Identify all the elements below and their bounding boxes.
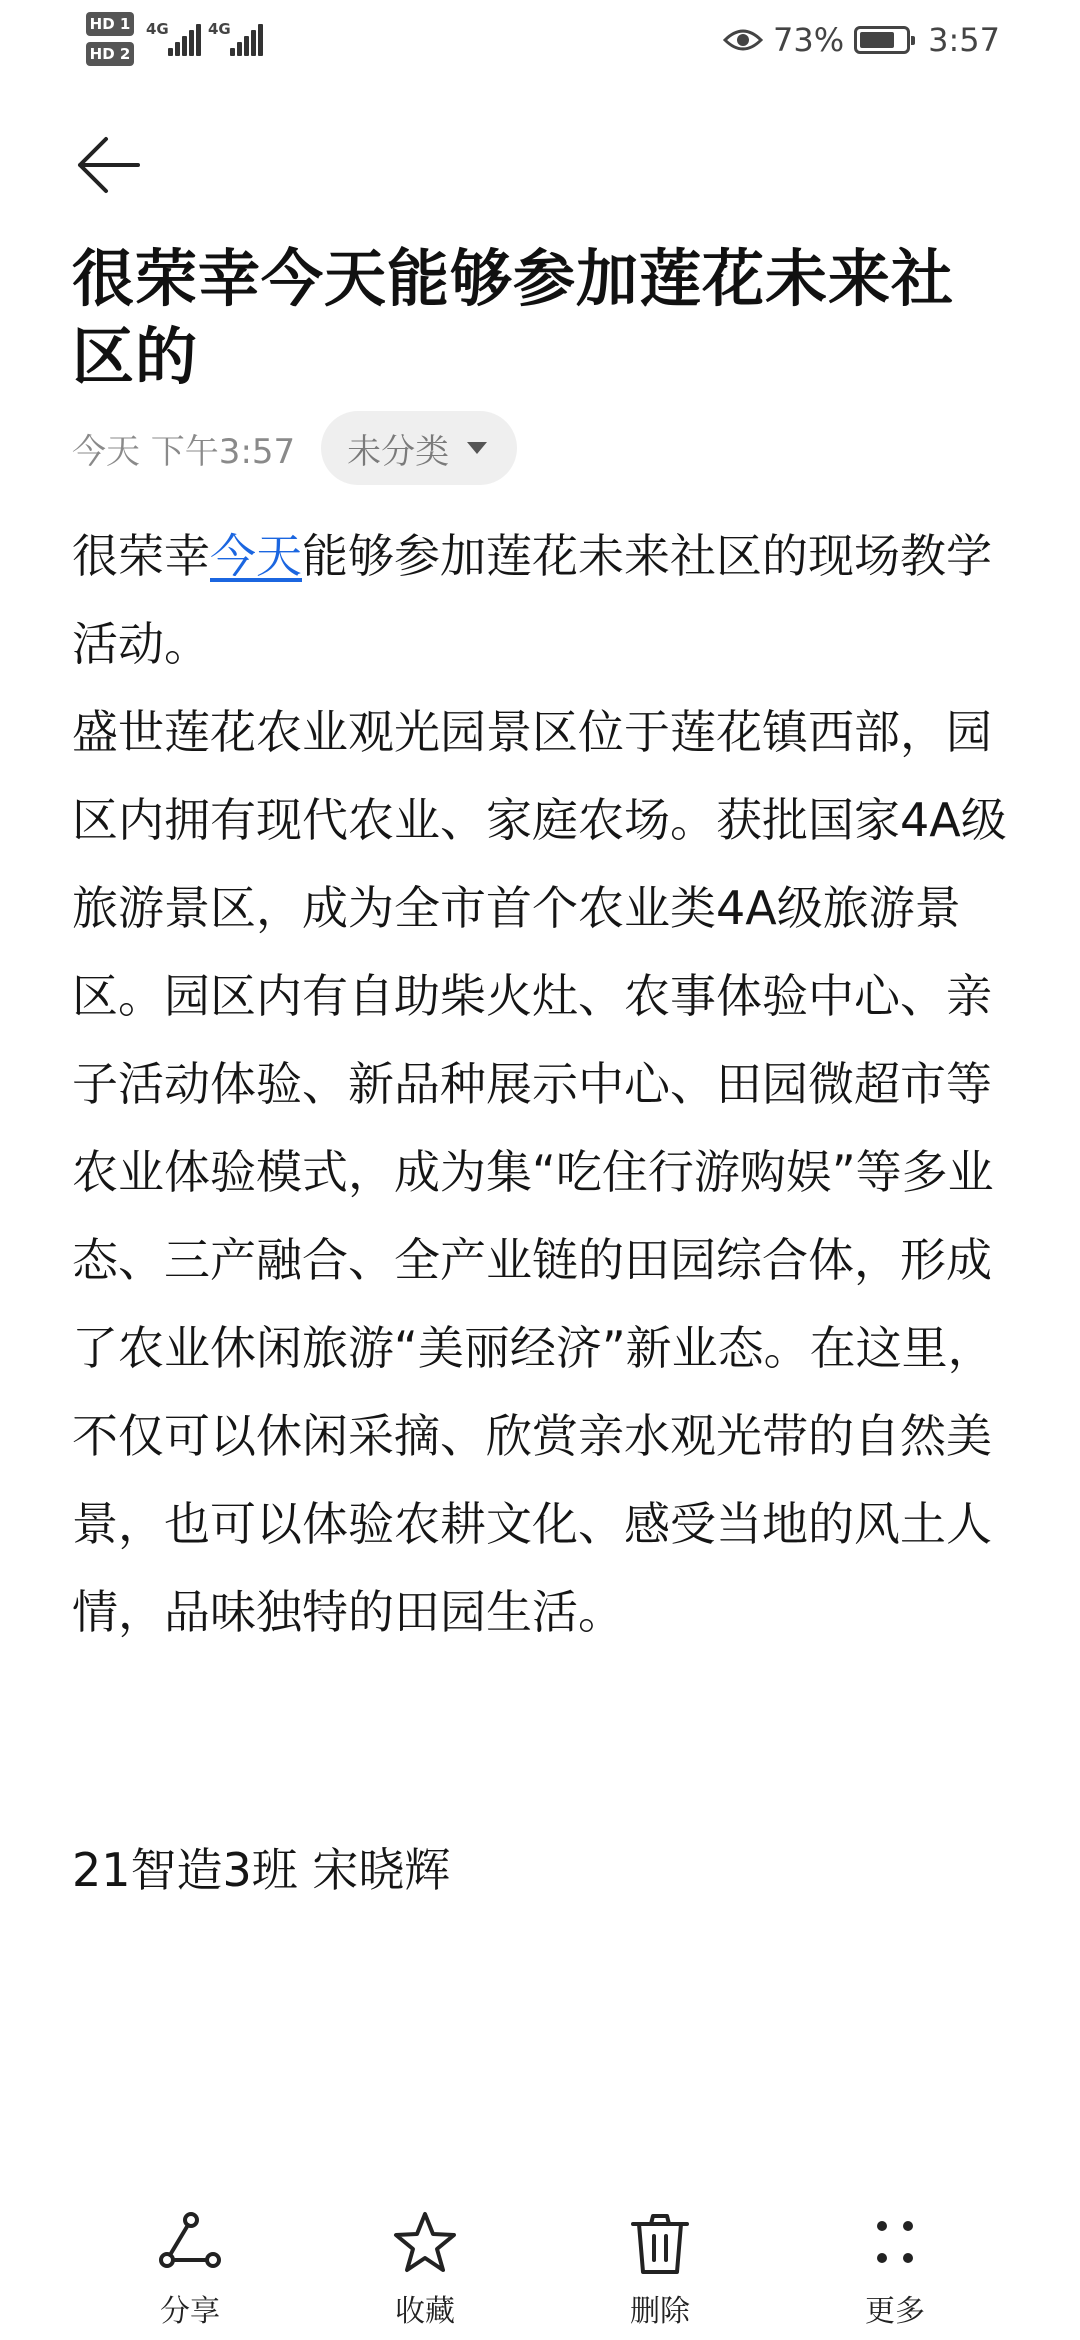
share-label: 分享 bbox=[160, 2294, 220, 2329]
date-link[interactable]: 今天 bbox=[210, 529, 302, 583]
favorite-button[interactable] bbox=[345, 2208, 505, 2330]
sim-indicators bbox=[86, 12, 134, 72]
network-type-1: 4G bbox=[146, 20, 169, 38]
arrow-left-icon bbox=[76, 135, 142, 195]
note-signature: 21智造3班 宋晓辉 bbox=[72, 1843, 451, 1897]
category-dropdown[interactable] bbox=[321, 411, 517, 485]
body-text: 很荣幸 bbox=[72, 529, 210, 583]
category-label: 未分类 bbox=[347, 431, 450, 472]
signal-bars-2 bbox=[230, 24, 264, 56]
delete-label: 删除 bbox=[630, 2294, 690, 2329]
status-bar bbox=[0, 0, 1080, 80]
note-title[interactable]: 很荣幸今天能够参加莲花未来社区的 bbox=[72, 242, 955, 393]
sim1-hd-badge: HD 1 bbox=[86, 12, 134, 36]
eye-icon bbox=[723, 26, 763, 54]
star-icon bbox=[390, 2208, 460, 2278]
more-button[interactable] bbox=[815, 2208, 975, 2330]
more-label: 更多 bbox=[865, 2294, 925, 2329]
note-meta bbox=[72, 410, 517, 486]
body-paragraph-1 bbox=[72, 512, 1020, 688]
favorite-label: 收藏 bbox=[395, 2294, 455, 2329]
body-text: 能够参加莲花未来社区的现场教学活动。 bbox=[72, 529, 992, 671]
battery-percent: 73% bbox=[773, 21, 845, 59]
body-paragraph-2: 盛世莲花农业观光园景区位于莲花镇西部，园区内拥有现代农业、家庭农场。获批国家4A级旅游景区，成为全市首个农业类4A级旅游景区。园区内有自助柴火灶、农事体验中心、亲子活动体验、新品种展示中心、田园微超市等农业体验模式，成为集“吃住行游购娱”等多业态、三产融合、全产业链的田园综合体，形成了农业休闲旅游“美丽经济”新业态。在这里，不仅可以休闲采摘、欣赏亲水观光带的自然美景，也可以体验农耕文化、感受当地的风土人情，品味独特的田园生活。 bbox=[72, 705, 1007, 1639]
status-right bbox=[723, 18, 1000, 62]
bottom-toolbar bbox=[0, 2190, 1080, 2340]
caret-down-icon bbox=[467, 442, 487, 454]
network-type-2: 4G bbox=[208, 20, 231, 38]
share-icon bbox=[155, 2208, 225, 2278]
share-button[interactable] bbox=[110, 2208, 270, 2330]
note-body[interactable] bbox=[72, 512, 1020, 1656]
trash-icon bbox=[625, 2208, 695, 2278]
more-dots-icon bbox=[860, 2208, 930, 2278]
sim2-hd-badge: HD 2 bbox=[86, 42, 134, 66]
battery-icon bbox=[854, 26, 910, 54]
signal-bars-1 bbox=[168, 24, 202, 56]
delete-button[interactable] bbox=[580, 2208, 740, 2330]
back-button[interactable] bbox=[76, 135, 142, 195]
note-date: 今天 下午3:57 bbox=[72, 431, 296, 472]
clock: 3:57 bbox=[928, 21, 1000, 59]
